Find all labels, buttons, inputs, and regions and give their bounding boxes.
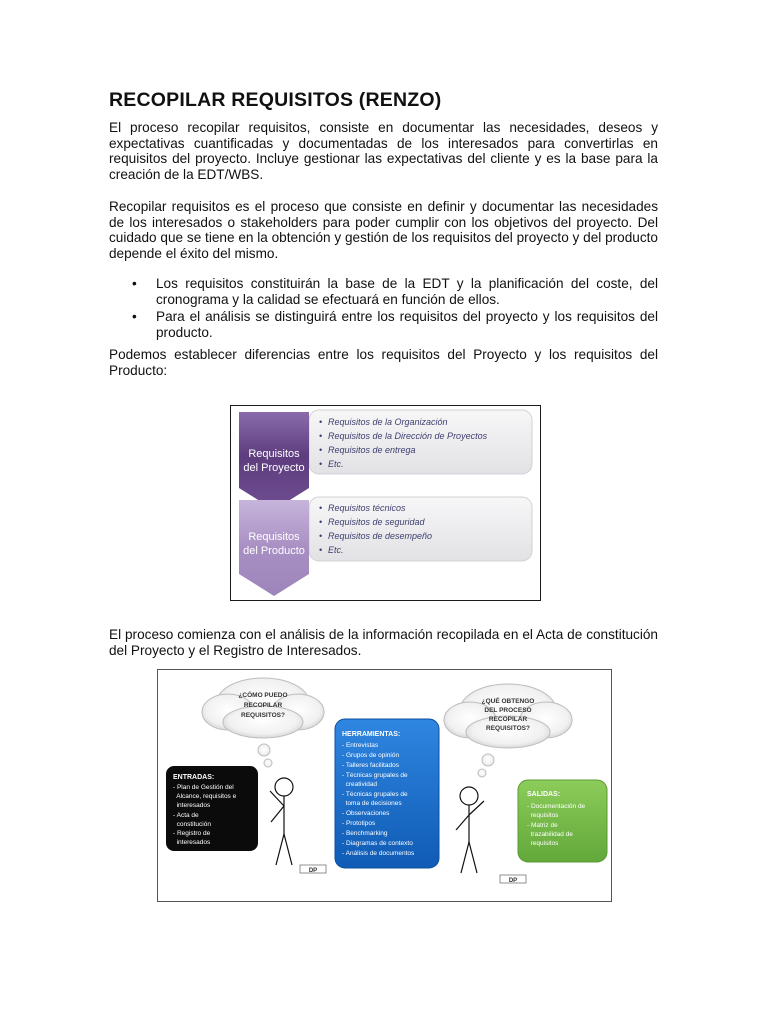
product-item: Requisitos de desempeño bbox=[328, 531, 433, 541]
outputs-line: requisitos bbox=[527, 812, 559, 819]
inputs-line: - Acta de bbox=[173, 812, 199, 819]
bullet-list bbox=[109, 276, 658, 342]
tools-line: - Diagramas de contexto bbox=[342, 840, 413, 847]
project-item-bullet: • bbox=[319, 431, 323, 441]
product-item-bullet: • bbox=[319, 545, 323, 555]
left-cloud-line: RECOPILAR bbox=[243, 702, 283, 709]
project-item: Etc. bbox=[328, 459, 344, 469]
tools-line: - Técnicas grupales de bbox=[342, 791, 408, 798]
tools-line: toma de decisiones bbox=[342, 800, 402, 807]
product-item: Etc. bbox=[328, 545, 344, 555]
tools-line: - Prototipos bbox=[342, 820, 376, 827]
project-item-bullet: • bbox=[319, 445, 323, 455]
product-item-bullet: • bbox=[319, 517, 323, 527]
product-label-line1: Requisitos bbox=[248, 531, 300, 543]
project-item: Requisitos de la Dirección de Proyectos bbox=[328, 431, 488, 441]
left-cloud-line: REQUISITOS? bbox=[241, 712, 285, 719]
list-item bbox=[109, 309, 658, 340]
product-item: Requisitos técnicos bbox=[328, 503, 406, 513]
paragraph-intro: El proceso recopilar requisitos, consiste en documentar las necesidades, deseos y expectativas cuantificadas y documentadas de los interesados para convertirlas en requisitos del proyecto. Incluye gestionar las expectativas del cliente y es la base para la creación de la EDT/WBS. bbox=[109, 120, 658, 182]
product-item-bullet: • bbox=[319, 531, 323, 541]
project-item: Requisitos de entrega bbox=[328, 445, 416, 455]
right-cloud-line: ¿QUÉ OBTENGO bbox=[481, 698, 535, 705]
paragraph-process-start: El proceso comienza con el análisis de la información recopilada en el Acta de constitución del Proyecto y el Registro de Interesados. bbox=[109, 627, 658, 658]
paragraph-differences: Podemos establecer diferencias entre los requisitos del Proyecto y los requisitos del Producto: bbox=[109, 347, 658, 378]
tools-line: - Observaciones bbox=[342, 810, 390, 817]
list-item bbox=[109, 276, 658, 307]
inputs-line: interesados bbox=[173, 802, 211, 809]
right-cloud-line: REQUISITOS? bbox=[486, 725, 530, 732]
inputs-line: Alcance, requisitos e bbox=[173, 793, 237, 800]
tools-title: HERRAMIENTAS: bbox=[342, 731, 401, 738]
inputs-title: ENTRADAS: bbox=[173, 774, 215, 781]
right-desk-label: DP bbox=[508, 878, 518, 884]
tools-line: - Técnicas grupales de bbox=[342, 772, 408, 779]
outputs-line: requisitos bbox=[527, 840, 559, 847]
page-title: RECOPILAR REQUISITOS (RENZO) bbox=[109, 89, 442, 111]
inputs-line: constitución bbox=[173, 821, 211, 828]
outputs-line: - Matriz de bbox=[527, 822, 558, 829]
project-item: Requisitos de la Organización bbox=[328, 417, 448, 427]
outputs-line: trazabilidad de bbox=[527, 831, 573, 838]
outputs-title: SALIDAS: bbox=[527, 791, 561, 798]
right-cloud-line: DEL PROCESO bbox=[484, 707, 532, 714]
tools-line: - Talleres facilitados bbox=[342, 762, 399, 769]
tools-line: - Grupos de opinión bbox=[342, 752, 400, 759]
requirements-types-figure bbox=[230, 405, 541, 601]
left-cloud-line: ¿CÓMO PUEDO bbox=[238, 692, 288, 699]
project-item-bullet: • bbox=[319, 417, 323, 427]
product-item: Requisitos de seguridad bbox=[328, 517, 425, 527]
project-label-line2: del Proyecto bbox=[243, 462, 305, 474]
tools-line: - Entrevistas bbox=[342, 742, 379, 749]
process-overview-figure bbox=[157, 669, 612, 902]
inputs-line: - Plan de Gestión del bbox=[173, 784, 234, 791]
inputs-line: interesados bbox=[173, 839, 211, 846]
inputs-line: - Registro de bbox=[173, 830, 211, 837]
right-cloud-line: RECOPILAR bbox=[488, 716, 528, 723]
left-person-figure bbox=[270, 778, 293, 865]
bullet-marker: • bbox=[132, 276, 137, 291]
list-item-text: Para el análisis se distinguirá entre los requisitos del proyecto y los requisitos del producto. bbox=[156, 309, 658, 340]
process-overview-diagram bbox=[158, 670, 611, 901]
outputs-line: - Documentación de bbox=[527, 803, 586, 810]
tools-line: - Benchmarking bbox=[342, 830, 388, 837]
bullet-marker: • bbox=[132, 309, 137, 325]
product-item-bullet: • bbox=[319, 503, 323, 513]
project-chevron-shape bbox=[239, 412, 309, 510]
project-label-line1: Requisitos bbox=[248, 448, 300, 460]
requirements-types-diagram bbox=[231, 406, 540, 600]
list-item-text: Los requisitos constituirán la base de la EDT y la planificación del coste, del cronograma y la calidad se efectuará en función de ellos. bbox=[156, 276, 658, 307]
right-person-figure bbox=[456, 787, 484, 873]
tools-line: creatividad bbox=[342, 781, 378, 788]
tools-line: - Análisis de documentos bbox=[342, 850, 415, 857]
left-desk-label: DP bbox=[308, 868, 318, 874]
product-label-line2: del Producto bbox=[243, 545, 305, 557]
paragraph-definition: Recopilar requisitos es el proceso que consiste en definir y documentar las necesidades de los interesados o stakeholders para poder cumplir con los objetivos del proyecto. Del cuidado que se tiene en la obtención y gestión de los requisitos del proyecto y del producto depende el éxito del mismo. bbox=[109, 199, 658, 261]
project-item-bullet: • bbox=[319, 459, 323, 469]
